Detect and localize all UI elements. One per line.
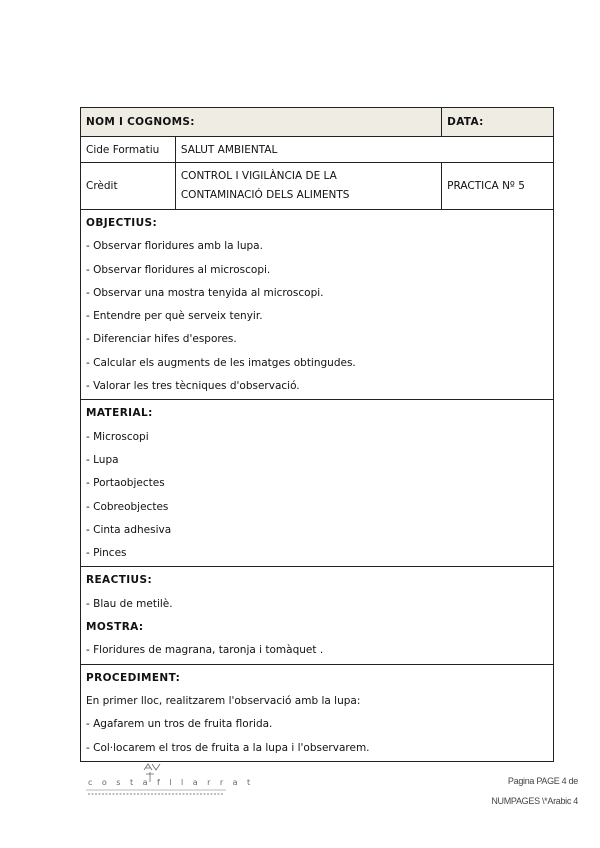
credit-label: Crèdit bbox=[81, 163, 176, 210]
credit-row bbox=[81, 163, 554, 210]
objectiu-item: - Calcular els augments de les imatges obtingudes. bbox=[86, 356, 356, 369]
cicle-row bbox=[81, 137, 554, 163]
procediment-section bbox=[81, 664, 554, 761]
objectiu-item: - Observar floridures amb la lupa. bbox=[86, 240, 263, 253]
objectiu-item: - Observar floridures al microscopi. bbox=[86, 263, 271, 276]
objectiu-item: - Valorar les tres tècniques d'observació. bbox=[86, 380, 300, 393]
material-item: - Lupa bbox=[86, 453, 119, 466]
cicle-label: Cide Formatiu bbox=[81, 137, 176, 163]
school-logo bbox=[86, 762, 260, 800]
reactiu-item: - Blau de metilè. bbox=[86, 597, 173, 610]
material-item: - Cinta adhesiva bbox=[86, 523, 172, 536]
header-row bbox=[81, 108, 554, 137]
material-item: - Cobreobjectes bbox=[86, 500, 169, 513]
objectiu-item: - Entendre per què serveix tenyir. bbox=[86, 310, 263, 323]
reactius-title: REACTIUS: bbox=[86, 574, 153, 587]
practica-number: PRACTICA Nº 5 bbox=[442, 163, 554, 210]
material-item: - Portaobjectes bbox=[86, 477, 165, 490]
objectiu-item: - Observar una mostra tenyida al microscopi. bbox=[86, 286, 324, 299]
procediment-item: - Col·locarem el tros de fruita a la lupa i l'observarem. bbox=[86, 741, 370, 754]
logo-wordmark: costafllarrat bbox=[88, 778, 260, 787]
practice-sheet bbox=[80, 107, 554, 762]
objectius-section bbox=[81, 210, 554, 400]
procediment-title: PROCEDIMENT: bbox=[86, 671, 181, 684]
material-section bbox=[81, 400, 554, 567]
numpages-field: NUMPAGES \*Arabic 4 bbox=[491, 796, 578, 806]
procediment-item: En primer lloc, realitzarem l'observació amb la lupa: bbox=[86, 694, 361, 707]
material-item: - Microscopi bbox=[86, 430, 149, 443]
page-number-field: Pagina PAGE 4 de bbox=[507, 776, 578, 786]
credit-line-1: CONTROL I VIGILÀNCIA DE LA bbox=[180, 170, 337, 182]
credit-line-2: CONTAMINACIÓ DELS ALIMENTS bbox=[180, 189, 350, 201]
date-label: DATA: bbox=[442, 108, 554, 137]
objectius-title: OBJECTIUS: bbox=[86, 217, 158, 229]
name-label: NOM I COGNOMS: bbox=[81, 108, 442, 137]
objectiu-item: - Diferenciar hifes d'espores. bbox=[86, 333, 237, 346]
credit-value bbox=[175, 163, 441, 210]
reactius-section bbox=[81, 567, 554, 664]
mostra-item: - Floridures de magrana, taronja i tomàquet . bbox=[86, 644, 324, 657]
material-item: - Pinces bbox=[86, 547, 127, 560]
cicle-value: SALUT AMBIENTAL bbox=[175, 137, 553, 163]
material-title: MATERIAL: bbox=[86, 407, 153, 420]
school-logo-icon bbox=[86, 762, 260, 800]
mostra-title: MOSTRA: bbox=[86, 621, 144, 634]
procediment-item: - Agafarem un tros de fruita florida. bbox=[86, 718, 273, 731]
